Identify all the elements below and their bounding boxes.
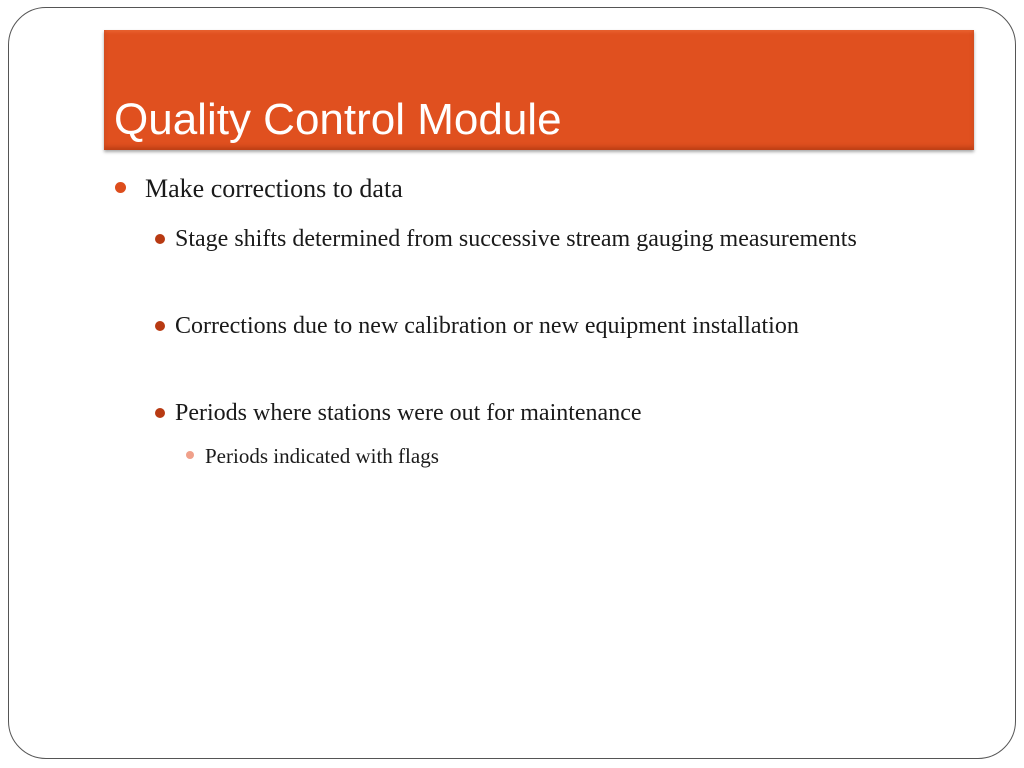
bullet-calibration-corrections: Corrections due to new calibration or new equipment installation bbox=[175, 313, 799, 339]
bullet-dot-level2 bbox=[155, 234, 165, 244]
bullet-dot-level2 bbox=[155, 408, 165, 418]
bullet-maintenance-periods: Periods where stations were out for maintenance bbox=[175, 400, 642, 426]
bullet-flags: Periods indicated with flags bbox=[205, 444, 439, 468]
bullet-dot-level1 bbox=[115, 182, 126, 193]
bullet-stage-shifts: Stage shifts determined from successive stream gauging measurements bbox=[175, 226, 857, 252]
bullet-make-corrections: Make corrections to data bbox=[145, 174, 403, 203]
slide-title: Quality Control Module bbox=[114, 95, 562, 144]
bullet-dot-level3 bbox=[186, 451, 194, 459]
bullet-dot-level2 bbox=[155, 321, 165, 331]
